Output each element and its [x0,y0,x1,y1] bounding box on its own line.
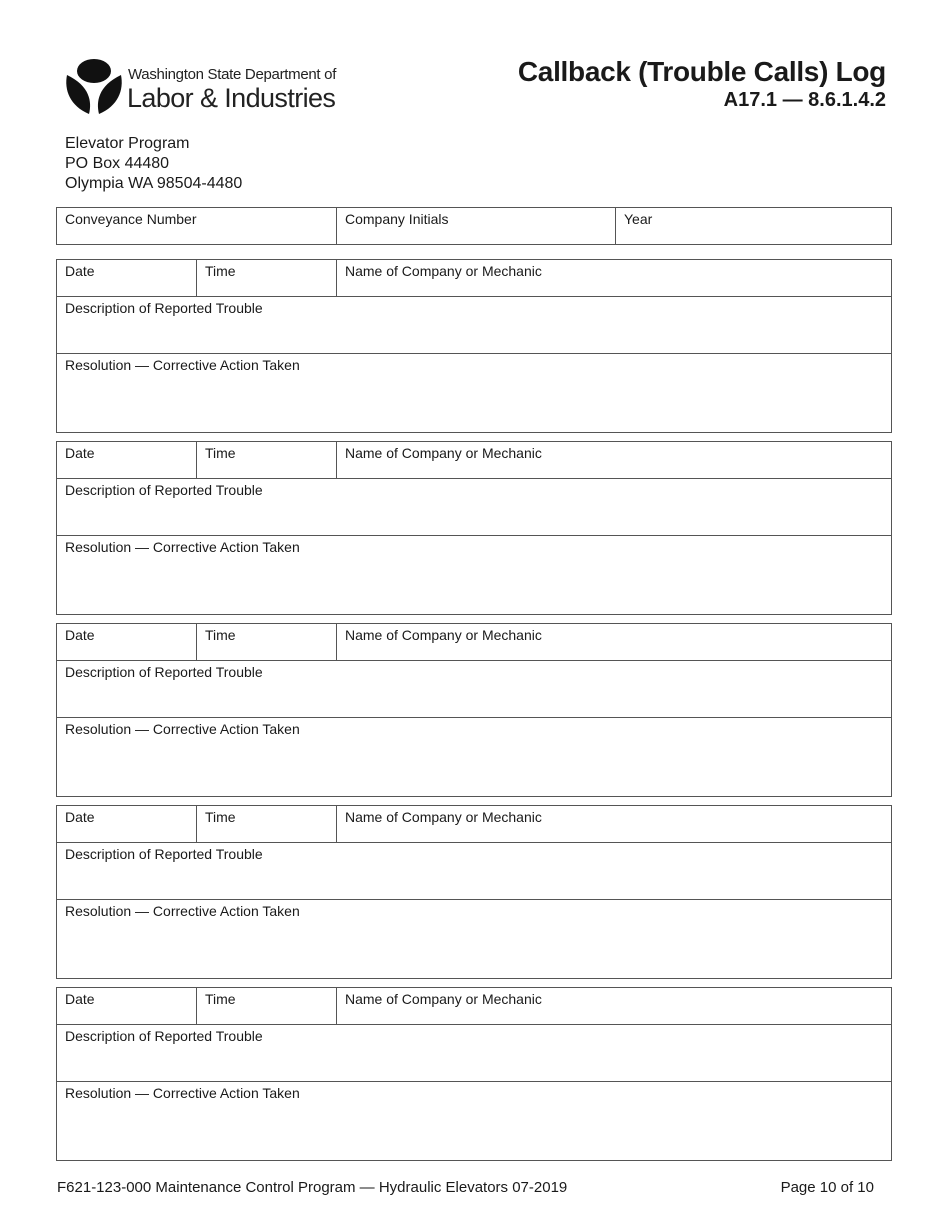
form-title: Callback (Trouble Calls) Log [517,56,886,87]
company-mechanic-label: Name of Company or Mechanic [345,809,542,825]
description-field[interactable] [57,479,891,536]
agency-name-line1: Washington State Department of [128,66,337,83]
conveyance-info-box [56,207,892,245]
resolution-label: Resolution — Corrective Action Taken [65,903,300,919]
description-field[interactable] [57,1025,891,1082]
company-mechanic-label: Name of Company or Mechanic [345,991,542,1007]
address-program: Elevator Program [65,135,190,152]
date-label: Date [65,627,95,643]
time-label: Time [205,809,236,825]
company-mechanic-field[interactable] [336,624,891,660]
description-label: Description of Reported Trouble [65,300,263,316]
entry-header-row [57,442,891,479]
description-field[interactable] [57,297,891,354]
description-label: Description of Reported Trouble [65,664,263,680]
form-id-footer: F621-123-000 Maintenance Control Program — Hydraulic Elevators 07-2019 [57,1179,568,1196]
resolution-field[interactable] [57,536,891,614]
company-mechanic-field[interactable] [336,260,891,296]
resolution-field[interactable] [57,354,891,432]
year-field[interactable] [615,208,891,244]
resolution-field[interactable] [57,900,891,978]
resolution-label: Resolution — Corrective Action Taken [65,721,300,737]
time-field[interactable] [196,442,336,478]
entry-header-row [57,806,891,843]
callback-entry [56,441,892,615]
description-label: Description of Reported Trouble [65,1028,263,1044]
callback-entry [56,987,892,1161]
page-number: Page 10 of 10 [780,1179,874,1196]
description-label: Description of Reported Trouble [65,846,263,862]
callback-entry [56,805,892,979]
date-field[interactable] [57,260,196,296]
callback-entry [56,623,892,797]
date-field[interactable] [57,442,196,478]
resolution-label: Resolution — Corrective Action Taken [65,357,300,373]
conveyance-info-row [57,208,891,244]
entry-header-row [57,988,891,1025]
address-po-box: PO Box 44480 [65,155,170,172]
time-label: Time [205,263,236,279]
conveyance-number-label: Conveyance Number [65,211,197,227]
description-field[interactable] [57,661,891,718]
company-mechanic-field[interactable] [336,806,891,842]
time-field[interactable] [196,260,336,296]
date-label: Date [65,445,95,461]
mailing-address [65,134,242,194]
description-label: Description of Reported Trouble [65,482,263,498]
company-mechanic-label: Name of Company or Mechanic [345,445,542,461]
company-initials-field[interactable] [336,208,615,244]
company-mechanic-label: Name of Company or Mechanic [345,627,542,643]
form-title-block [518,56,886,112]
resolution-field[interactable] [57,718,891,796]
time-field[interactable] [196,624,336,660]
year-label: Year [624,211,653,227]
company-mechanic-label: Name of Company or Mechanic [345,263,542,279]
date-field[interactable] [57,806,196,842]
time-label: Time [205,627,236,643]
lni-emblem-icon [64,54,124,116]
entry-header-row [57,260,891,297]
time-label: Time [205,991,236,1007]
date-field[interactable] [57,988,196,1024]
company-mechanic-field[interactable] [336,442,891,478]
entry-header-row [57,624,891,661]
description-field[interactable] [57,843,891,900]
date-label: Date [65,991,95,1007]
resolution-field[interactable] [57,1082,891,1160]
resolution-label: Resolution — Corrective Action Taken [65,1085,300,1101]
time-field[interactable] [196,806,336,842]
date-field[interactable] [57,624,196,660]
date-label: Date [65,263,95,279]
callback-entry [56,259,892,433]
company-initials-label: Company Initials [345,211,449,227]
conveyance-number-field[interactable] [57,208,336,244]
resolution-label: Resolution — Corrective Action Taken [65,539,300,555]
agency-name-line2: Labor & Industries [127,83,336,113]
date-label: Date [65,809,95,825]
company-mechanic-field[interactable] [336,988,891,1024]
time-field[interactable] [196,988,336,1024]
address-city: Olympia WA 98504-4480 [65,175,243,192]
code-reference: A17.1 — 8.6.1.4.2 [723,89,886,111]
agency-logo [64,54,337,118]
time-label: Time [205,445,236,461]
